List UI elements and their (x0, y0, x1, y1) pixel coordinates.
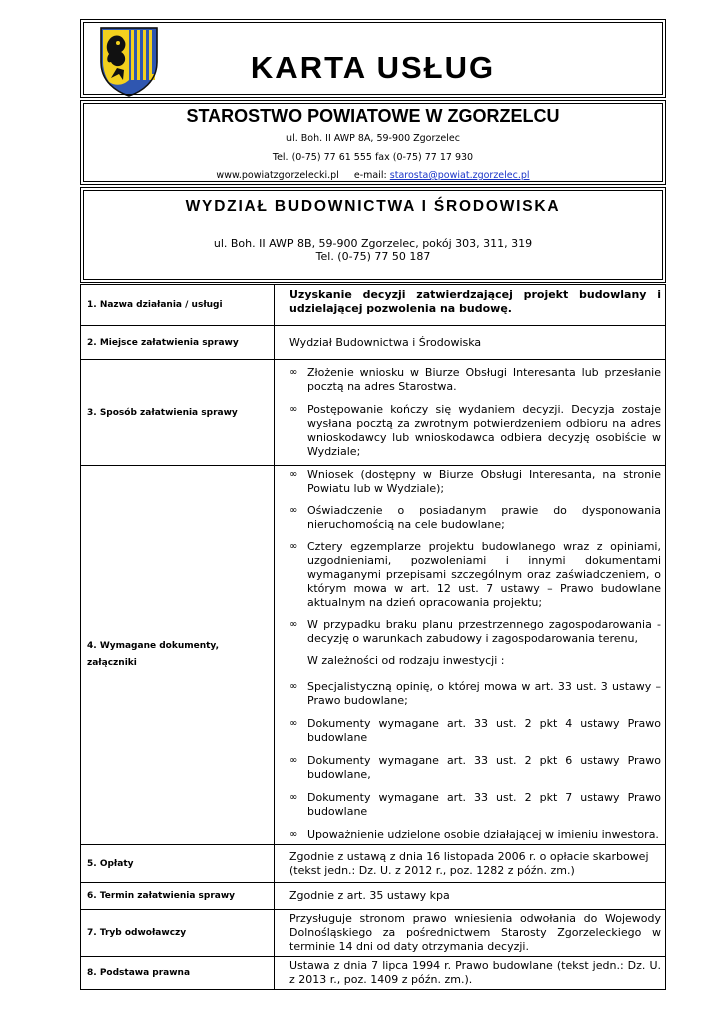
office-phone: Tel. (0-75) 77 61 555 fax (0-75) 77 17 930 (272, 152, 474, 163)
row-label-place: 2. Miejsce załatwienia sprawy (81, 326, 275, 360)
infinity-bullet-icon: ∞ (289, 469, 298, 480)
table-row (81, 957, 666, 990)
infinity-bullet-icon: ∞ (289, 619, 298, 630)
row-label-appeal: 7. Tryb odwoławczy (81, 910, 275, 957)
office-email-label: e-mail: (353, 170, 387, 181)
page-title: KARTA USŁUG (250, 50, 496, 85)
row-label-legal-basis: 8. Podstawa prawna (81, 957, 275, 990)
infinity-bullet-icon: ∞ (289, 681, 298, 692)
list-item: ∞ Dokumenty wymagane art. 33 ust. 2 pkt 4 ustawy Prawo budowlane (289, 717, 661, 744)
table-row (81, 883, 666, 910)
infinity-bullet-icon: ∞ (289, 755, 298, 766)
list-item: ∞ Postępowanie kończy się wydaniem decyzji. Decyzja zostaje wysłana pocztą za zwrotnym potwierdzeniem odbioru na adres wnioskodawcy lub wnioskodawca odbiera decyzję osobiście w Wydziale; (289, 403, 661, 458)
row-label-fees: 5. Opłaty (81, 845, 275, 883)
table-row (81, 466, 666, 845)
table-row (81, 910, 666, 957)
row-value-service-name: Uzyskanie decyzji zatwierdzającej projekt budowlany i udzielającej pozwolenia na budowę. (275, 285, 666, 326)
infinity-bullet-icon: ∞ (289, 792, 298, 803)
row-label-documents: 4. Wymagane dokumenty, załączniki (81, 466, 275, 845)
department-phone: Tel. (0-75) 77 50 187 (315, 250, 431, 263)
office-box (80, 100, 666, 185)
row-value-legal-basis: Ustawa z dnia 7 lipca 1994 r. Prawo budowlane (tekst jedn.: Dz. U. z 2013 r., poz. 1409 z późn. zm.). (275, 957, 666, 990)
table-row (81, 326, 666, 360)
infinity-bullet-icon: ∞ (289, 541, 298, 552)
office-website[interactable]: www.powiatzgorzelecki.pl (216, 170, 339, 181)
dependency-note: W zależności od rodzaju inwestycji : (307, 654, 505, 667)
row-value-method (275, 360, 666, 466)
documents-list-b (289, 680, 661, 842)
row-value-deadline: Zgodnie z art. 35 ustawy kpa (275, 883, 666, 910)
infinity-bullet-icon: ∞ (289, 404, 298, 415)
infinity-bullet-icon: ∞ (289, 367, 298, 378)
infinity-bullet-icon: ∞ (289, 829, 298, 840)
department-address: ul. Boh. II AWP 8B, 59-900 Zgorzelec, pokój 303, 311, 319 (213, 237, 533, 250)
list-item: ∞ Specjalistyczną opinię, o której mowa w art. 33 ust. 3 ustawy – Prawo budowlane; (289, 680, 661, 707)
list-item: ∞ W przypadku braku planu przestrzennego zagospodarowania - decyzję o warunkach zabudowy i zagospodarowania terenu, (289, 618, 661, 645)
method-list (289, 366, 661, 459)
office-address: ul. Boh. II AWP 8A, 59-900 Zgorzelec (286, 133, 460, 144)
row-label-service-name: 1. Nazwa działania / usługi (81, 285, 275, 326)
list-item: ∞ Upoważnienie udzielone osobie działającej w imieniu inwestora. (289, 828, 659, 841)
row-label-method: 3. Sposób załatwienia sprawy (81, 360, 275, 466)
office-contact-line (81, 170, 665, 181)
documents-list-a (289, 468, 661, 646)
list-item: ∞ Dokumenty wymagane art. 33 ust. 2 pkt 7 ustawy Prawo budowlane (289, 791, 661, 818)
service-table (80, 284, 666, 990)
row-value-appeal: Przysługuje stronom prawo wniesienia odwołania do Wojewody Dolnośląskiego za pośrednictwem Starosty Zgorzeleckiego w terminie 14 dni od daty otrzymania decyzji. (275, 910, 666, 957)
row-value-place: Wydział Budownictwa i Środowiska (275, 326, 666, 360)
header-box (80, 19, 666, 98)
table-row (81, 285, 666, 326)
list-item: ∞ Złożenie wniosku w Biurze Obsługi Interesanta lub przesłanie pocztą na adres Starostwa. (289, 366, 661, 393)
row-label-deadline: 6. Termin załatwienia sprawy (81, 883, 275, 910)
list-item: ∞ Dokumenty wymagane art. 33 ust. 2 pkt 6 ustawy Prawo budowlane, (289, 754, 661, 781)
office-email-link[interactable]: starosta@powiat.zgorzelec.pl (389, 170, 530, 181)
department-box (80, 187, 666, 283)
row-value-fees: Zgodnie z ustawą z dnia 16 listopada 2006 r. o opłacie skarbowej (tekst jedn.: Dz. U. z 2012 r., poz. 1282 z późn. zm.) (275, 845, 666, 883)
infinity-bullet-icon: ∞ (289, 505, 298, 516)
office-name: STAROSTWO POWIATOWE W ZGORZELCU (186, 106, 560, 126)
infinity-bullet-icon: ∞ (289, 718, 298, 729)
table-row (81, 360, 666, 466)
list-item: ∞ Cztery egzemplarze projektu budowlanego wraz z opiniami, uzgodnieniami, pozwoleniami i innymi dokumentami wymaganymi przepisami szczególnym oraz zaświadczeniem, o którym mowa w art. 12 ust. 7 ustawy – Prawo budowlane aktualnym na dzień opracowania projektu; (289, 540, 661, 609)
department-name: WYDZIAŁ BUDOWNICTWA I ŚRODOWISKA (185, 198, 561, 215)
table-row (81, 845, 666, 883)
row-value-documents (275, 466, 666, 845)
list-item: ∞ Oświadczenie o posiadanym prawie do dysponowania nieruchomością na cele budowlane; (289, 504, 661, 531)
list-item: ∞ Wniosek (dostępny w Biurze Obsługi Interesanta, na stronie Powiatu lub w Wydziale); (289, 468, 661, 495)
